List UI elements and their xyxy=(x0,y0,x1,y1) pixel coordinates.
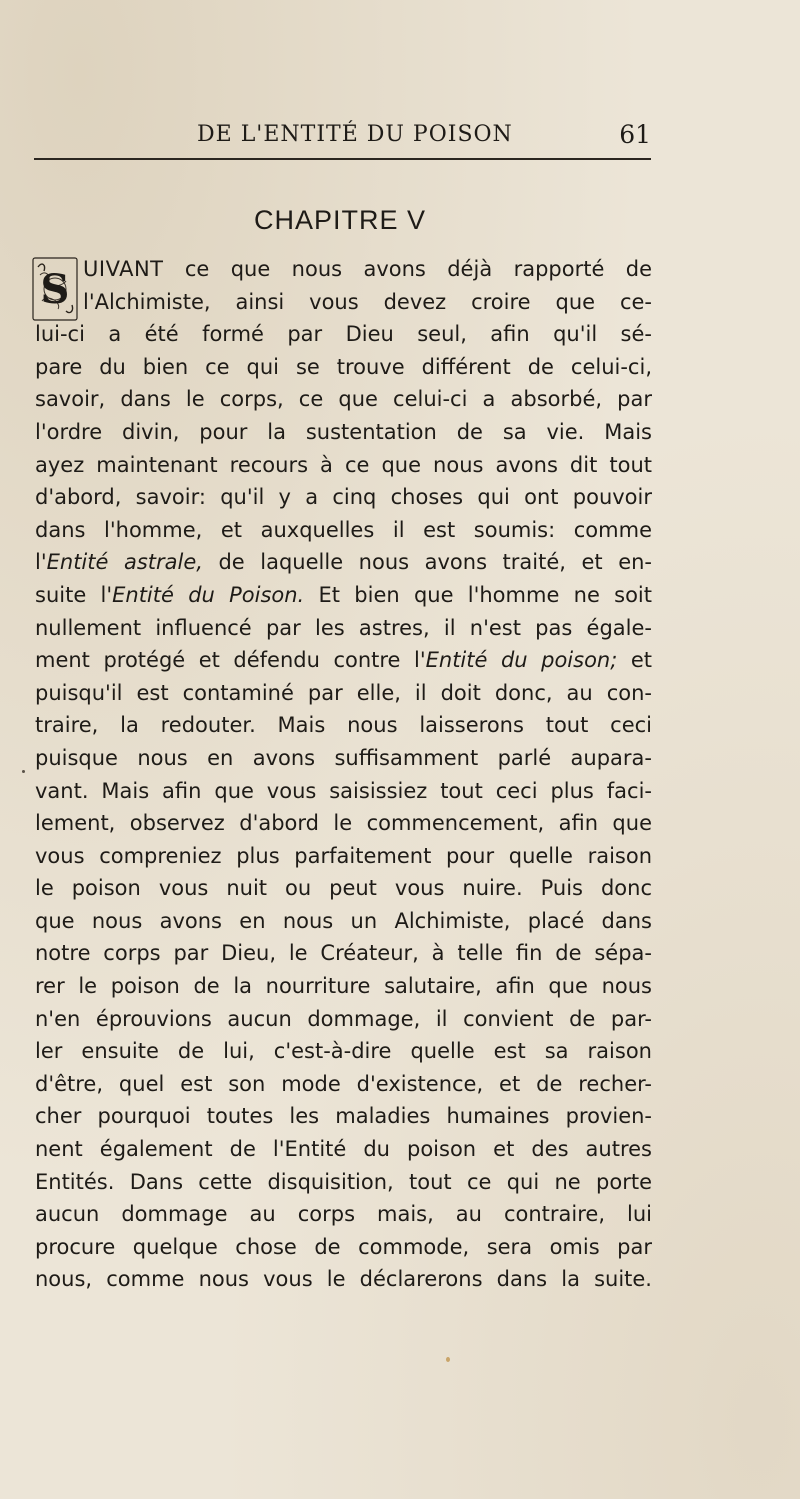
text-segment: notre corps par Dieu, le Créateur, à telle fin de sépa- xyxy=(35,941,652,966)
text-line xyxy=(35,1231,652,1264)
text-line xyxy=(35,1166,652,1199)
text-segment: de laquelle nous avons traité, et en- xyxy=(202,550,653,575)
text-segment: ler ensuite de lui, c'est-à-dire quelle est sa raison xyxy=(35,1039,652,1064)
text-segment: puisqu'il est contaminé par elle, il doit donc, au con- xyxy=(35,680,652,705)
text-line xyxy=(35,970,652,1003)
text-line xyxy=(35,1263,652,1296)
text-segment: que nous avons en nous un Alchimiste, placé dans xyxy=(35,908,652,933)
text-segment: suite l' xyxy=(35,582,113,607)
text-segment: aucun dommage au corps mais, au contraire, lui xyxy=(35,1202,652,1227)
running-head xyxy=(34,118,651,160)
chapter-body xyxy=(35,253,652,1296)
page-number: 61 xyxy=(619,120,651,149)
text-line xyxy=(35,775,652,808)
chapter-title: CHAPITRE V xyxy=(253,205,427,235)
text-line xyxy=(35,905,652,938)
text-segment: d'être, quel est son mode d'existence, et de recher- xyxy=(35,1071,652,1096)
text-line xyxy=(35,1133,652,1166)
text-line xyxy=(35,872,652,905)
text-line xyxy=(35,937,652,970)
text-line xyxy=(35,742,652,775)
text-segment: n'en éprouvions aucun dommage, il convient de par- xyxy=(35,1006,652,1031)
text-segment: l'Alchimiste, ainsi vous devez croire que ce- xyxy=(83,289,652,314)
text-segment: l' xyxy=(35,550,47,575)
text-segment: vant. Mais afin que vous saisissiez tout ceci plus faci- xyxy=(35,778,652,803)
text-line xyxy=(35,1003,652,1036)
italic-term: Entité du poison; xyxy=(425,648,618,673)
text-line xyxy=(35,514,652,547)
dropcap-ornament xyxy=(32,257,78,321)
text-segment: ayez maintenant recours à ce que nous avons dit tout xyxy=(35,452,652,477)
text-line xyxy=(35,546,652,579)
text-segment: ment protégé et défendu contre l' xyxy=(35,648,426,673)
text-segment: ce que nous avons déjà rapporté de xyxy=(163,257,652,281)
text-segment: savoir, dans le corps, ce que celui-ci a absorbé, par xyxy=(35,387,652,412)
text-line xyxy=(35,807,652,840)
text-segment: nullement influencé par les astres, il n'est pas égale- xyxy=(35,615,652,640)
running-title: DE L'ENTITÉ DU POISON xyxy=(197,122,513,147)
text-line xyxy=(35,253,652,286)
text-line xyxy=(35,1068,652,1101)
text-segment: le poison vous nuit ou peut vous nuire. Puis donc xyxy=(35,876,652,901)
text-segment: dans l'homme, et auxquelles il est soumis: comme xyxy=(35,517,652,542)
text-line xyxy=(35,579,652,612)
text-segment: cher pourquoi toutes les maladies humaines provien- xyxy=(35,1104,652,1129)
dropcap-letter: S xyxy=(40,266,70,313)
text-line xyxy=(35,383,652,416)
text-segment: Et bien que l'homme ne soit xyxy=(304,582,652,607)
text-line xyxy=(35,1198,652,1231)
text-line xyxy=(35,318,652,351)
text-line xyxy=(35,709,652,742)
text-line xyxy=(35,351,652,384)
lead-word: UIVANT xyxy=(83,257,164,281)
text-segment: nent également de l'Entité du poison et des autres xyxy=(35,1137,652,1162)
text-line xyxy=(35,1100,652,1133)
text-segment: traire, la redouter. Mais nous laisserons tout ceci xyxy=(35,713,652,738)
text-segment: et xyxy=(617,648,652,673)
text-line xyxy=(35,677,652,710)
text-line xyxy=(35,416,652,449)
text-segment: pare du bien ce qui se trouve différent de celui-ci, xyxy=(35,354,652,379)
text-line xyxy=(35,644,652,677)
text-segment: Entités. Dans cette disquisition, tout ce qui ne porte xyxy=(35,1169,652,1194)
text-segment: nous, comme nous vous le déclarerons dans la suite. xyxy=(35,1267,652,1292)
text-segment: lui-ci a été formé par Dieu seul, afin qu'il sé- xyxy=(35,322,652,347)
text-line xyxy=(35,840,652,873)
page-ornament-dot xyxy=(446,1357,450,1362)
text-segment: vous compreniez plus parfaitement pour quelle raison xyxy=(35,843,652,868)
text-segment: l'ordre divin, pour la sustentation de sa vie. Mais xyxy=(35,419,652,444)
margin-mark xyxy=(22,770,25,773)
paragraph xyxy=(35,253,652,1296)
text-line xyxy=(35,612,652,645)
text-segment: procure quelque chose de commode, sera omis par xyxy=(35,1234,652,1259)
text-segment: d'abord, savoir: qu'il y a cinq choses qui ont pouvoir xyxy=(35,485,652,510)
text-segment: puisque nous en avons suffisamment parlé aupara- xyxy=(35,745,652,770)
text-line xyxy=(35,481,652,514)
text-line xyxy=(35,286,652,319)
text-line xyxy=(35,1035,652,1068)
text-line xyxy=(35,449,652,482)
text-segment: rer le poison de la nourriture salutaire, afin que nous xyxy=(35,974,652,999)
italic-term: Entité astrale, xyxy=(46,550,203,575)
text-segment: lement, observez d'abord le commencement, afin que xyxy=(35,811,652,836)
italic-term: Entité du Poison. xyxy=(112,582,305,607)
